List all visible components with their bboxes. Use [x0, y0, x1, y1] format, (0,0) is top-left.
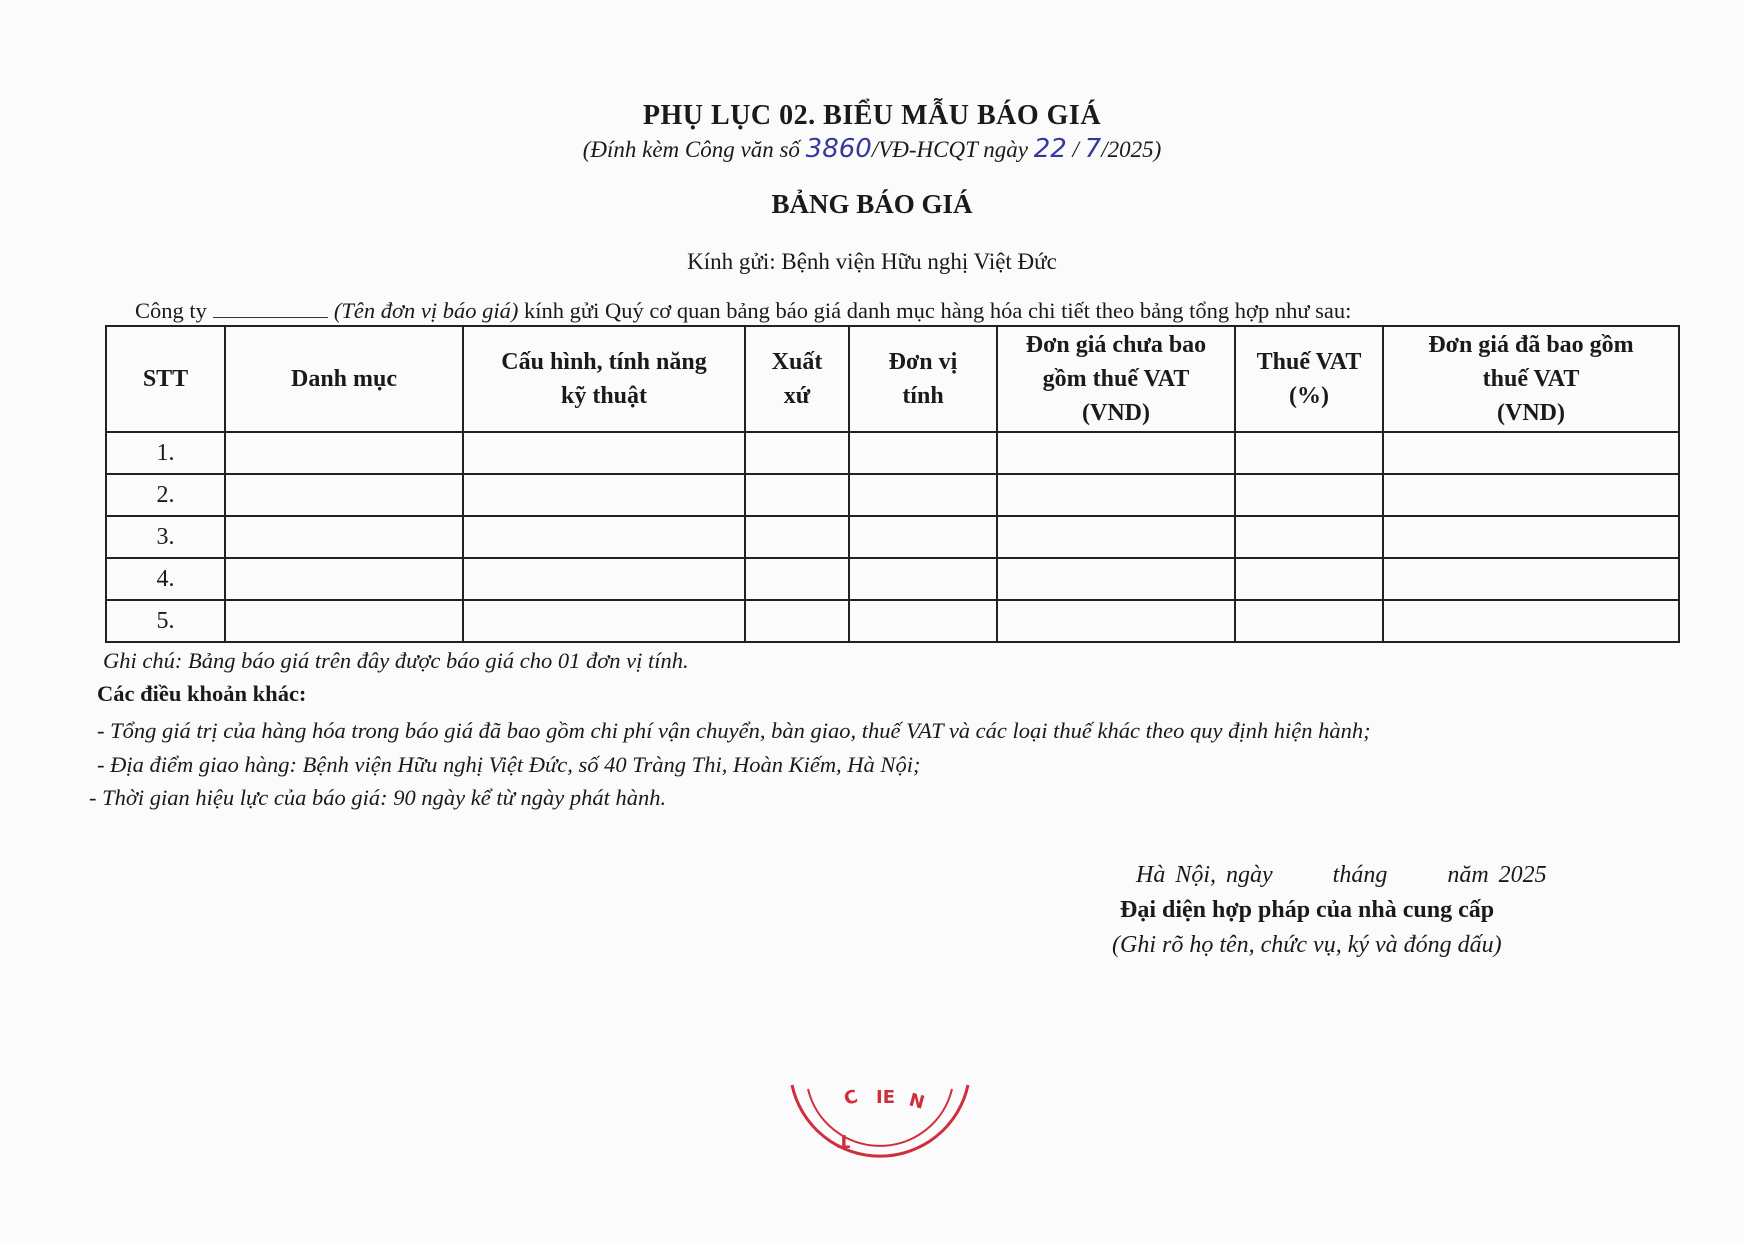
- cell-don-gia-da[interactable]: [1383, 474, 1679, 516]
- signature-note: (Ghi rõ họ tên, chức vụ, ký và đóng dấu): [1112, 932, 1502, 958]
- cell-cau-hinh[interactable]: [463, 432, 745, 474]
- row-number: 2.: [106, 474, 225, 516]
- quote-table: [105, 325, 1680, 643]
- cell-danh-muc[interactable]: [225, 600, 463, 642]
- cell-thue[interactable]: [1235, 558, 1383, 600]
- cell-don-vi[interactable]: [849, 516, 997, 558]
- red-seal-stamp-icon: [780, 1075, 980, 1205]
- cell-don-gia-chua[interactable]: [997, 558, 1235, 600]
- row-number: 4.: [106, 558, 225, 600]
- cell-don-gia-chua[interactable]: [997, 600, 1235, 642]
- cell-xuat-xu[interactable]: [745, 474, 849, 516]
- header-don-vi-tinh: Đơn vị tính: [849, 326, 997, 432]
- term-item: - Thời gian hiệu lực của báo giá: 90 ngày kể từ ngày phát hành.: [89, 785, 667, 810]
- table-row: [106, 558, 1679, 600]
- subtitle-suffix: /2025): [1101, 137, 1162, 162]
- svg-text:C: C: [841, 1086, 861, 1110]
- cell-don-vi[interactable]: [849, 474, 997, 516]
- handwritten-day: 22: [1033, 134, 1067, 164]
- intro-line: [135, 298, 1351, 324]
- cell-don-vi[interactable]: [849, 600, 997, 642]
- intro-prefix: Công ty: [135, 298, 207, 323]
- handwritten-doc-number: 3860: [805, 134, 872, 164]
- cell-cau-hinh[interactable]: [463, 600, 745, 642]
- cell-cau-hinh[interactable]: [463, 558, 745, 600]
- svg-text:N: N: [906, 1089, 927, 1114]
- cell-xuat-xu[interactable]: [745, 600, 849, 642]
- cell-don-gia-da[interactable]: [1383, 558, 1679, 600]
- header-don-gia-chua-vat: Đơn giá chưa bao gồm thuế VAT (VND): [997, 326, 1235, 432]
- greeting: Kính gửi: Bệnh viện Hữu nghị Việt Đức: [687, 249, 1057, 274]
- intro-placeholder: (Tên đơn vị báo giá): [333, 298, 519, 323]
- date-slash: /: [1072, 137, 1079, 162]
- cell-thue[interactable]: [1235, 600, 1383, 642]
- cell-don-gia-chua[interactable]: [997, 474, 1235, 516]
- cell-thue[interactable]: [1235, 432, 1383, 474]
- cell-thue[interactable]: [1235, 474, 1383, 516]
- signature-date: Hà Nội, ngày tháng năm 2025: [1136, 862, 1547, 888]
- cell-don-vi[interactable]: [849, 432, 997, 474]
- svg-text:IE: IE: [876, 1087, 895, 1108]
- company-name-blank: [213, 299, 328, 318]
- svg-text:T: T: [837, 1130, 850, 1151]
- cell-danh-muc[interactable]: [225, 474, 463, 516]
- terms-title: Các điều khoản khác:: [97, 681, 307, 706]
- table-row: [106, 600, 1679, 642]
- subtitle-middle: /VĐ-HCQT ngày: [871, 137, 1028, 162]
- cell-don-gia-chua[interactable]: [997, 516, 1235, 558]
- cell-xuat-xu[interactable]: [745, 432, 849, 474]
- row-number: 3.: [106, 516, 225, 558]
- cell-thue[interactable]: [1235, 516, 1383, 558]
- intro-suffix: kính gửi Quý cơ quan bảng báo giá danh mục hàng hóa chi tiết theo bảng tổng hợp như sau:: [524, 298, 1352, 323]
- cell-xuat-xu[interactable]: [745, 558, 849, 600]
- document-title: PHỤ LỤC 02. BIỂU MẪU BÁO GIÁ: [642, 100, 1102, 131]
- document-subtitle: [0, 134, 1744, 164]
- cell-cau-hinh[interactable]: [463, 474, 745, 516]
- cell-don-gia-da[interactable]: [1383, 600, 1679, 642]
- subtitle-prefix: (Đính kèm Công văn số: [582, 137, 800, 162]
- header-xuat-xu: Xuất xứ: [745, 326, 849, 432]
- term-item: - Tổng giá trị của hàng hóa trong báo giá đã bao gồm chi phí vận chuyển, bàn giao, thuế VAT và các loại thuế khác theo quy định hiện hành;: [97, 718, 1371, 743]
- table-header-row: [106, 326, 1679, 432]
- table-row: [106, 432, 1679, 474]
- quote-heading: BẢNG BÁO GIÁ: [771, 189, 973, 219]
- cell-cau-hinh[interactable]: [463, 516, 745, 558]
- cell-danh-muc[interactable]: [225, 432, 463, 474]
- header-don-gia-da-vat: Đơn giá đã bao gồm thuế VAT (VND): [1383, 326, 1679, 432]
- header-stt: STT: [106, 326, 225, 432]
- cell-danh-muc[interactable]: [225, 558, 463, 600]
- header-danh-muc: Danh mục: [225, 326, 463, 432]
- signature-title: Đại diện hợp pháp của nhà cung cấp: [1120, 897, 1495, 923]
- cell-don-gia-chua[interactable]: [997, 432, 1235, 474]
- cell-danh-muc[interactable]: [225, 516, 463, 558]
- term-item: - Địa điểm giao hàng: Bệnh viện Hữu nghị Việt Đức, số 40 Tràng Thi, Hoàn Kiếm, Hà Nội;: [97, 752, 921, 777]
- table-row: [106, 516, 1679, 558]
- header-cau-hinh: Cấu hình, tính năng kỹ thuật: [463, 326, 745, 432]
- table-note: Ghi chú: Bảng báo giá trên đây được báo giá cho 01 đơn vị tính.: [103, 648, 689, 673]
- header-thue-vat: Thuế VAT (%): [1235, 326, 1383, 432]
- cell-xuat-xu[interactable]: [745, 516, 849, 558]
- cell-don-gia-da[interactable]: [1383, 516, 1679, 558]
- handwritten-month: 7: [1084, 134, 1102, 164]
- cell-don-gia-da[interactable]: [1383, 432, 1679, 474]
- table-row: [106, 474, 1679, 516]
- cell-don-vi[interactable]: [849, 558, 997, 600]
- row-number: 1.: [106, 432, 225, 474]
- row-number: 5.: [106, 600, 225, 642]
